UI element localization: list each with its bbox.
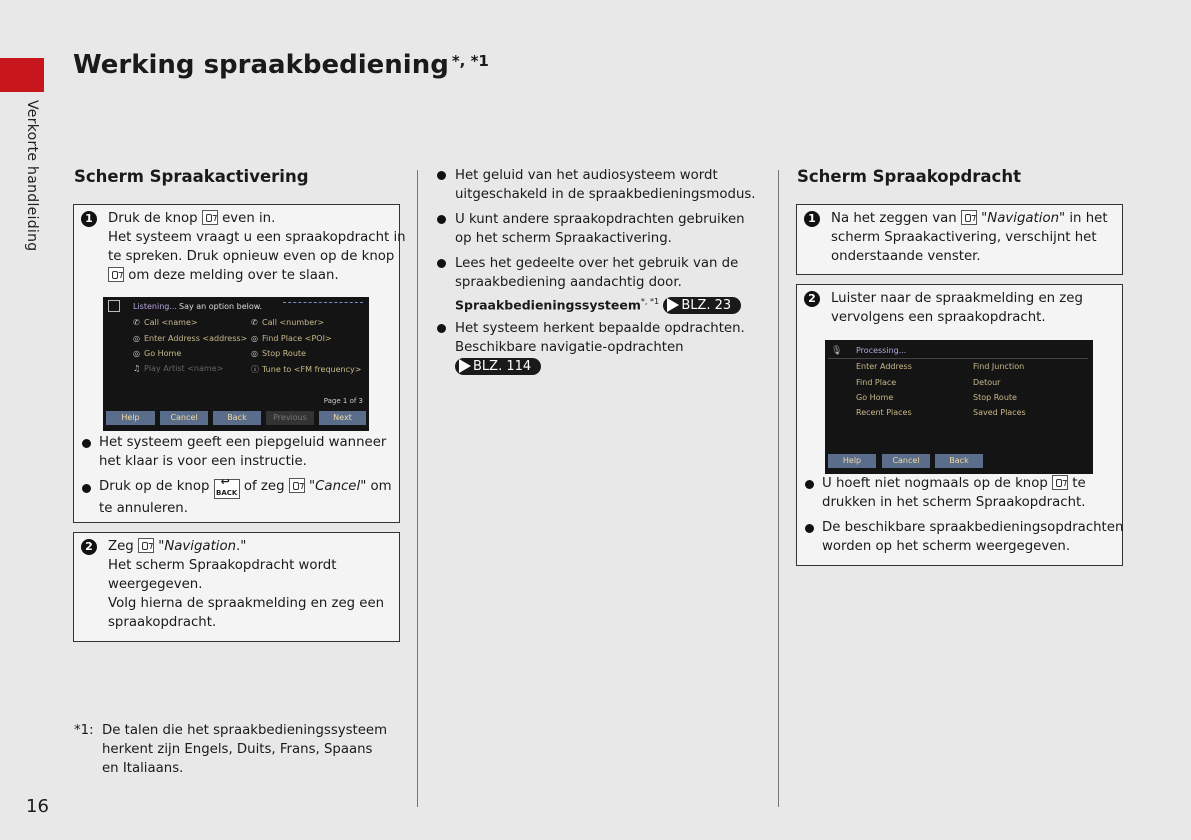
bullet-read-section: Lees het gedeelte over het gebruik van de spraakbediening aandachtig door. Spraakbedieningssysteem$^{*, *1}$ BLZ. 23 xyxy=(455,254,741,315)
right-step2-text: Luister naar de spraakmelding en zeg vervolgens een spraakopdracht. xyxy=(831,291,1083,325)
bullet-cancel-text: Druk op de knop ↩ BACK of zeg "Cancel" om te annuleren. xyxy=(99,477,392,518)
back-button-icon: ↩ BACK xyxy=(214,479,240,499)
column-divider-right xyxy=(778,170,779,807)
voice-command-screen xyxy=(825,340,1093,474)
cmd-item[interactable]: Find Junction xyxy=(973,362,1025,371)
title-footnote-marks: *, *1 xyxy=(451,52,489,70)
processing-status: Processing... xyxy=(856,346,907,355)
audio-level-meter xyxy=(283,302,363,306)
chapter-tab-marker xyxy=(0,58,44,92)
step-number: 2 xyxy=(81,539,97,555)
bullet xyxy=(82,484,91,493)
page-title: Werking spraakbediening $^{*, *1}$ xyxy=(73,50,489,80)
cmd-item[interactable]: ♫ Play Artist <name> xyxy=(133,364,224,373)
bullet xyxy=(805,524,814,533)
step-number: 1 xyxy=(804,211,820,227)
page-indicator: Page 1 of 3 xyxy=(323,397,363,405)
bullet-other-commands: U kunt andere spraakopdrachten gebruiken op het scherm Spraakactivering. xyxy=(455,212,745,246)
bullet-no-press-needed: U hoeft niet nogmaals op de knop te drukken in het scherm Spraakopdracht. xyxy=(822,476,1086,510)
step1-box xyxy=(73,204,406,523)
talk-button-icon xyxy=(289,478,305,493)
cmd-item[interactable]: Detour xyxy=(973,378,1001,387)
cmd-item[interactable]: ◎ Stop Route xyxy=(251,349,306,358)
cmd-item[interactable]: ⓘ Tune to <FM frequency> xyxy=(251,365,362,374)
page-number: 16 xyxy=(26,796,49,817)
cancel-button[interactable]: Cancel xyxy=(160,411,208,425)
column-divider-left xyxy=(417,170,418,807)
right-step2-box xyxy=(796,284,1123,566)
next-button[interactable]: Next xyxy=(319,411,366,425)
cmd-item[interactable]: ◎ Enter Address <address> xyxy=(133,334,248,343)
cmd-item[interactable]: Go Home xyxy=(856,393,894,402)
side-tab xyxy=(22,100,42,270)
talk-button-icon xyxy=(138,538,154,553)
bullet xyxy=(437,324,446,333)
cmd-item[interactable]: Saved Places xyxy=(973,408,1026,417)
right-step1-box xyxy=(796,204,1123,275)
talk-button-icon xyxy=(202,210,218,225)
bullet-audio-muted: Het geluid van het audiosysteem wordt uitgeschakeld in de spraakbedieningsmodus. xyxy=(455,168,756,202)
bullet-commands-shown: De beschikbare spraakbedieningsopdrachten worden op het scherm weergegeven. xyxy=(822,520,1124,554)
bullet-beep-text: Het systeem geeft een piepgeluid wanneer het klaar is voor een instructie. xyxy=(99,435,387,469)
talk-button-icon xyxy=(1052,475,1068,490)
step2-box xyxy=(73,532,400,642)
talk-button-icon xyxy=(961,210,977,225)
cmd-item[interactable]: ◎ Go Home xyxy=(133,349,182,358)
previous-button[interactable]: Previous xyxy=(266,411,314,425)
cmd-item[interactable]: Find Place xyxy=(856,378,897,387)
bullet xyxy=(805,480,814,489)
voice-portal-screen xyxy=(103,297,369,431)
voice-icon xyxy=(108,300,120,312)
side-tab-label: Verkorte handleiding xyxy=(24,100,40,252)
cmd-item[interactable]: ✆ Call <name> xyxy=(133,318,198,327)
heading-voice-command: Scherm Spraakopdracht xyxy=(797,167,1021,186)
page-reference-link[interactable]: BLZ. 23 xyxy=(663,297,741,314)
right-step1-text: Na het zeggen van "Navigation" in het scherm Spraakactivering, verschijnt het onderstaande venster. xyxy=(831,211,1108,264)
header-rule xyxy=(828,358,1088,359)
bullet xyxy=(82,439,91,448)
cmd-item[interactable]: ✆ Call <number> xyxy=(251,318,325,327)
step2-text: Zeg "Navigation." Het scherm Spraakopdracht wordt weergegeven. Volg hierna de spraakmelding en zeg een spraakopdracht. xyxy=(108,539,385,630)
heading-voice-activation: Scherm Spraakactivering xyxy=(74,167,309,186)
cmd-item[interactable]: Enter Address xyxy=(856,362,912,371)
cmd-item[interactable]: ◎ Find Place <POI> xyxy=(251,334,332,343)
help-button[interactable]: Help xyxy=(106,411,155,425)
step1-text: Druk de knop even in. Het systeem vraagt u een spraakopdracht in te spreken. Druk opnieuw even op de knop om deze melding over te slaan. xyxy=(108,211,406,283)
cancel-button[interactable]: Cancel xyxy=(882,454,930,468)
back-button[interactable]: Back xyxy=(935,454,983,468)
listening-status: Listening... xyxy=(133,302,177,311)
bullet-recognized-commands: Het systeem herkent bepaalde opdrachten. Beschikbare navigatie-opdrachten BLZ. 114 xyxy=(455,321,745,374)
bullet xyxy=(437,171,446,180)
voice-icon: 🎙 xyxy=(831,346,843,356)
page-reference-link[interactable]: BLZ. 114 xyxy=(455,358,541,375)
cmd-item[interactable]: Recent Places xyxy=(856,408,912,417)
back-button[interactable]: Back xyxy=(213,411,261,425)
cmd-item[interactable]: Stop Route xyxy=(973,393,1017,402)
help-button[interactable]: Help xyxy=(828,454,876,468)
step-number: 2 xyxy=(804,291,820,307)
listening-prompt: Say an option below. xyxy=(179,302,263,311)
bullet xyxy=(437,215,446,224)
talk-button-icon xyxy=(108,267,124,282)
bullet xyxy=(437,259,446,268)
step-number: 1 xyxy=(81,211,97,227)
footnote: *1: De talen die het spraakbedieningssysteem herkent zijn Engels, Duits, Frans, Spaans en Italiaans. xyxy=(74,723,388,776)
